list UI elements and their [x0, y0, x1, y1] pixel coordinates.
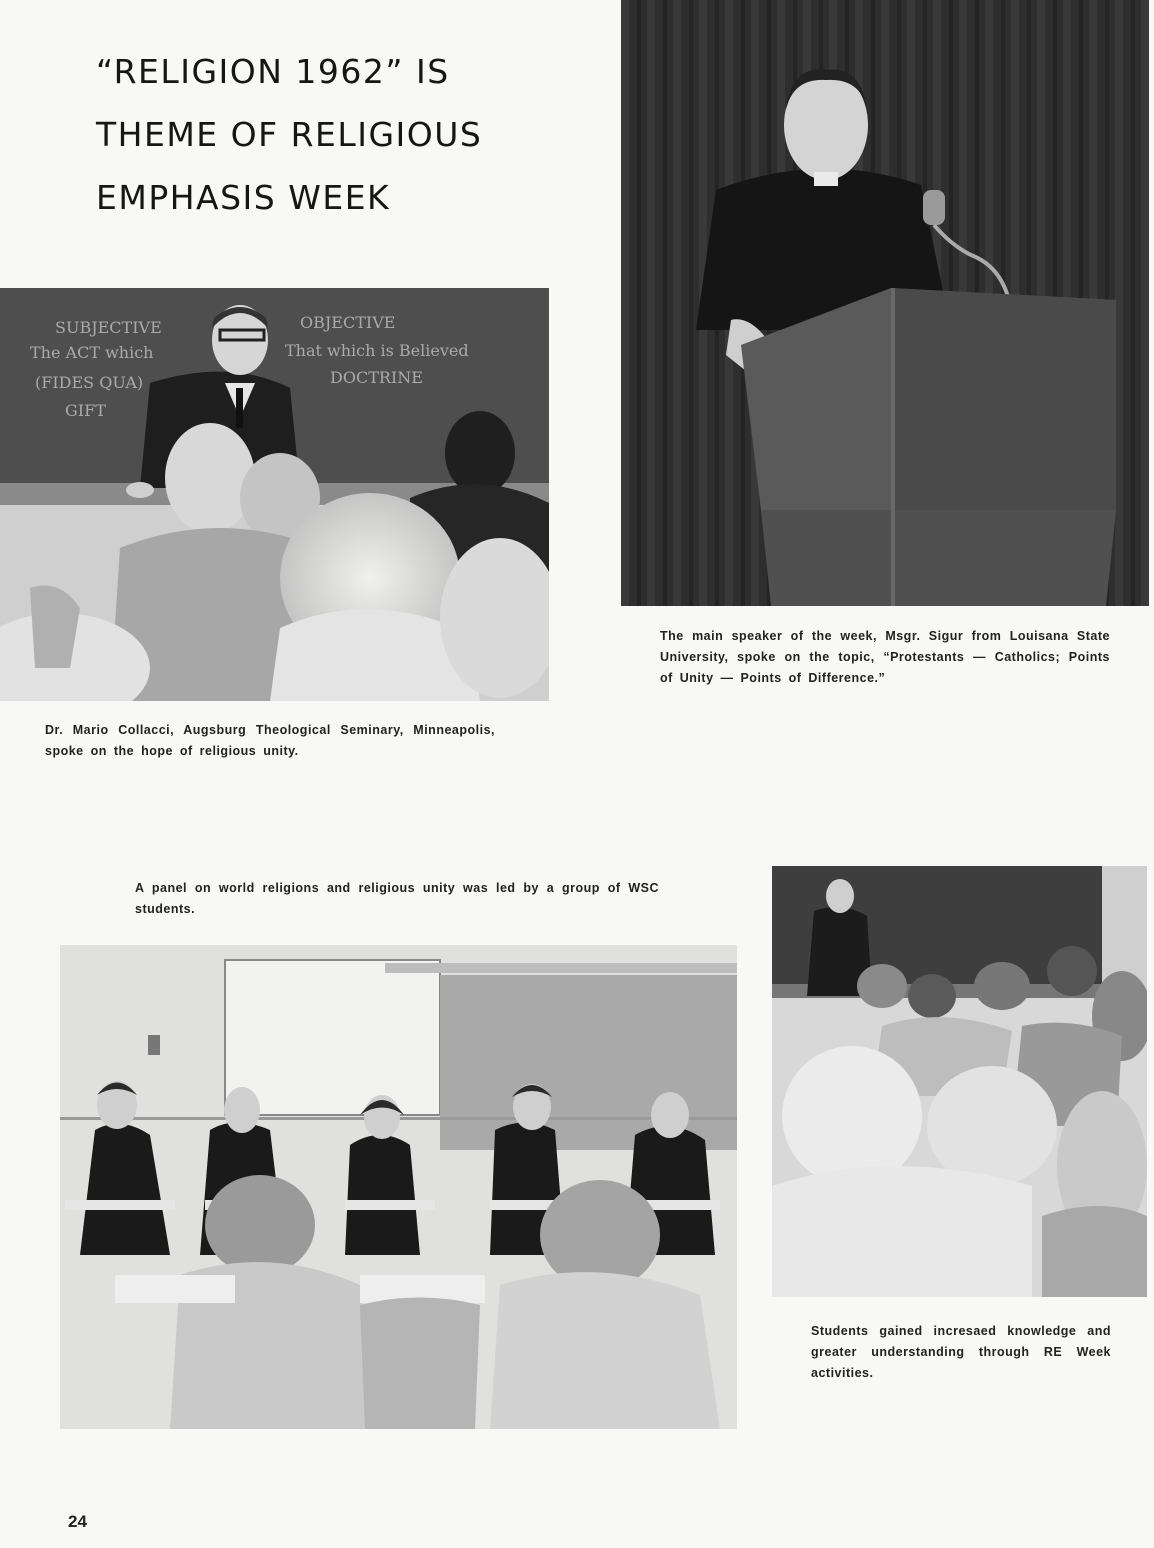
photo-collacci-lecture: [0, 288, 549, 701]
caption-student-panel: A panel on world religions and religious unity was led by a group of WSC students.: [135, 881, 659, 916]
caption-sigur-podium: The main speaker of the week, Msgr. Sigur from Louisana State University, spoke on the topic, “Protestants — Catholics; Points of Unity — Points of Difference.”: [660, 629, 1110, 685]
blackboard-text-3: (FIDES QUA): [35, 373, 144, 392]
blackboard-text-7: DOCTRINE: [330, 368, 423, 387]
blackboard-text-1: SUBJECTIVE: [55, 318, 162, 337]
photo-students-audience: [772, 866, 1147, 1297]
photo-sigur-podium: [621, 0, 1149, 606]
headline-line-3: EMPHASIS WEEK: [96, 178, 391, 217]
blackboard-text-5: OBJECTIVE: [300, 313, 396, 332]
page-number: 24: [68, 1512, 87, 1531]
caption-students-audience: Students gained incresaed knowledge and greater understanding through RE Week activities.: [811, 1324, 1111, 1380]
blackboard-text-6: That which is Believed: [285, 341, 469, 360]
caption-collacci-lecture: Dr. Mario Collacci, Augsburg Theological Seminary, Minneapolis, spoke on the hope of religious unity.: [45, 723, 495, 758]
headline-line-2: THEME OF RELIGIOUS: [96, 115, 483, 154]
blackboard-text-2: The ACT which: [30, 343, 154, 362]
blackboard-text-4: GIFT: [65, 401, 106, 420]
photo-student-panel: [60, 945, 737, 1429]
headline: [96, 40, 596, 229]
headline-line-1: “RELIGION 1962” IS: [96, 52, 450, 91]
